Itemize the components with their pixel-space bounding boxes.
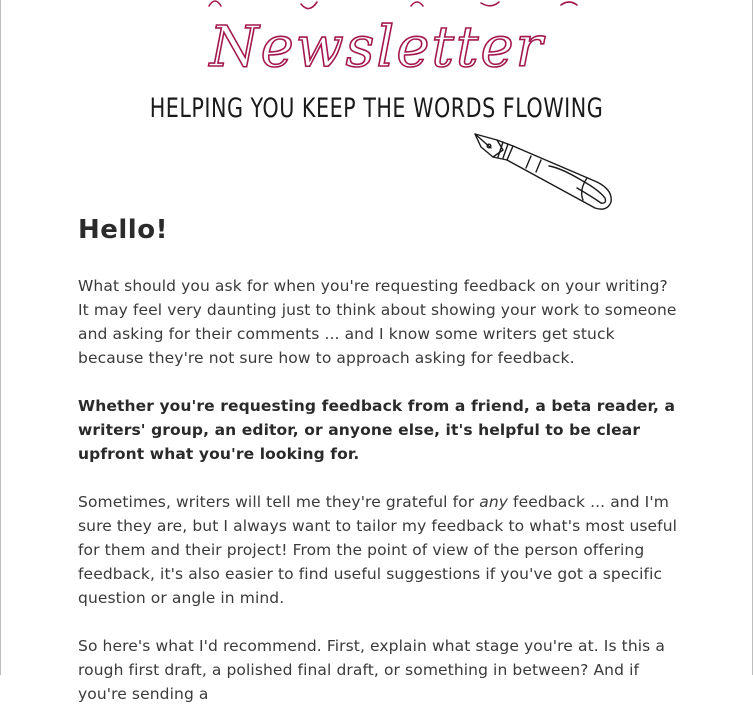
greeting-heading: Hello! [78,215,168,245]
newsletter-title: Newsletter [209,15,545,80]
paragraph-1: What should you ask for when you're requesting feedback on your writing? It may feel very daunting just to think about showing your work to someone and asking for their comments ... and I know some writers get stuck because they're not sure how to approach asking for feedback. [78,277,677,367]
newsletter-body [78,210,678,706]
paragraph-4: So here's what I'd recommend. First, explain what stage you're at. Is this a rough first draft, a polished final draft, or something in between? And if you're sending a [78,637,665,703]
paragraph-3-end: feedback ... and I'm sure they are, but I always want to tailor my feedback to what's most useful for them and their project! From the point of view of the person offering feedback, it's also easier to find useful suggestions if you've got a specific question or angle in mind. [78,493,678,607]
paragraph-2-bold: Whether you're requesting feedback from a friend, a beta reader, a writers' group, an editor, or anyone else, it's helpful to be clear upfront what you're looking for. [78,397,676,463]
paragraph-3 [78,490,678,610]
newsletter-tagline: HELPING YOU KEEP THE WORDS FLOWING [149,94,604,124]
paragraph-3-start: Sometimes, writers will tell me they're grateful for [78,493,480,511]
cropped-title-top-icon [209,1,577,9]
paragraph-3-emphasis: any [479,493,509,511]
newsletter-header [1,0,752,215]
fountain-pen-icon [475,134,611,209]
paragraph-2 [78,394,678,466]
